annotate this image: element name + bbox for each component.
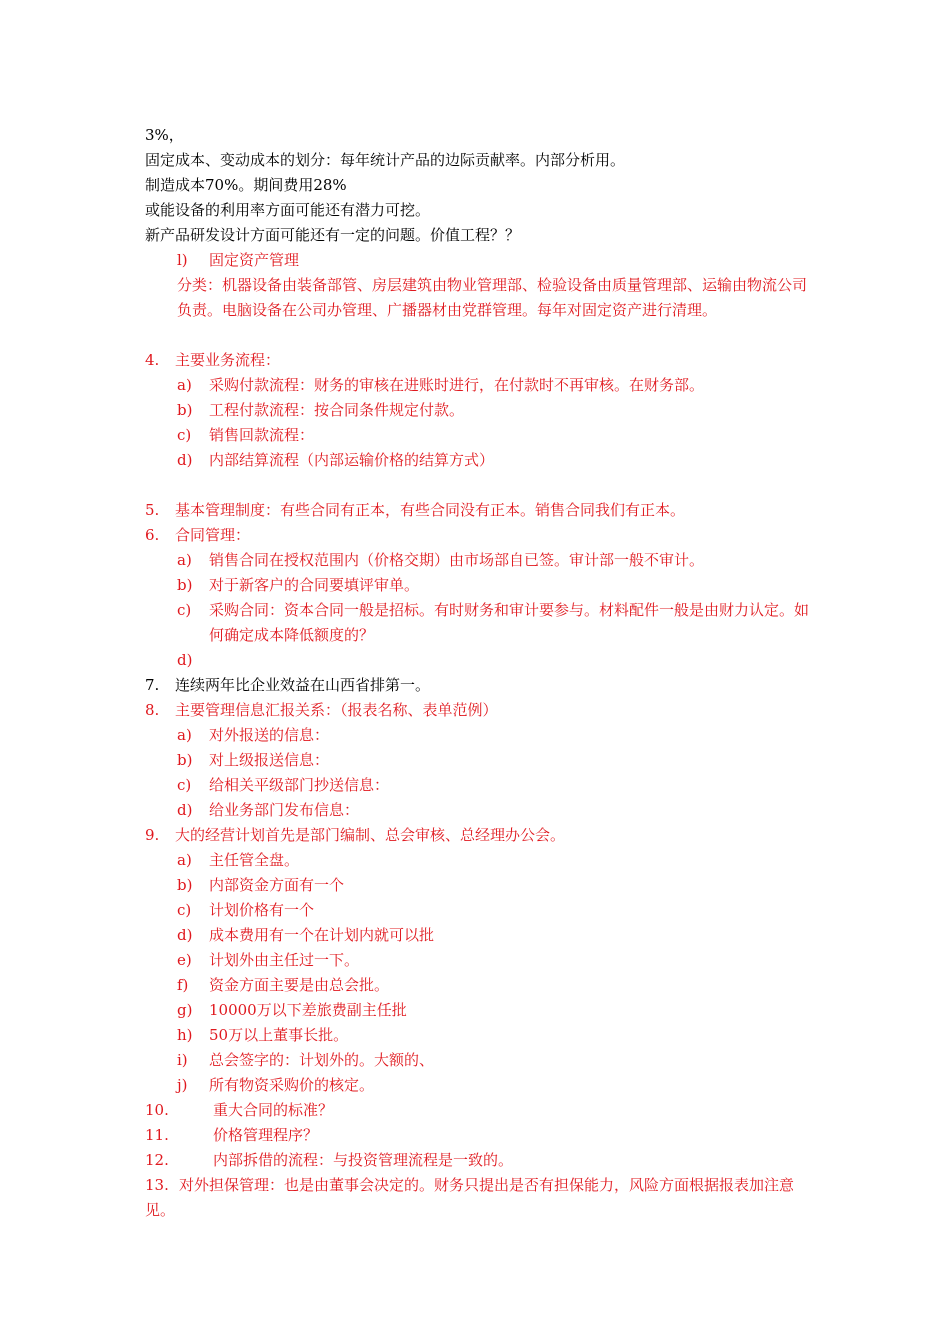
intro-line: 制造成本70%。期间费用28% [145, 176, 347, 194]
list-text: 成本费用有一个在计划内就可以批 [209, 926, 435, 944]
section-title: 内部拆借的流程：与投资管理流程是一致的。 [213, 1151, 514, 1169]
section-4-heading [145, 348, 280, 373]
list-marker: a) [177, 726, 192, 744]
list-text: 采购付款流程：财务的审核在进账时进行，在付款时不再审核。在财务部。 [209, 376, 705, 394]
section-title: 主要管理信息汇报关系：（报表名称、表单范例） [175, 701, 498, 719]
list-text: 给业务部门发布信息： [209, 801, 360, 819]
list-item [177, 573, 419, 598]
section-13-text-wrap [113, 1173, 809, 1223]
list-item [177, 773, 389, 798]
list-text: 给相关平级部门抄送信息： [209, 776, 390, 794]
section-12-heading [145, 1148, 513, 1173]
list-marker: j) [177, 1076, 188, 1094]
section-13-heading [145, 1173, 809, 1223]
section-number: 6. [145, 526, 160, 544]
list-text: 所有物资采购价的核定。 [209, 1076, 375, 1094]
section-title: 大的经营计划首先是部门编制、总会审核、总经理办公会。 [175, 826, 566, 844]
list-marker: c) [177, 776, 192, 794]
list-text: 计划外由主任过一下。 [209, 951, 360, 969]
list-item [177, 973, 389, 998]
list-item [177, 723, 329, 748]
fixed-assets-body: 分类：机器设备由装备部管、房层建筑由物业管理部、检验设备由质量管理部、运输由物流公司负责。电脑设备在公司办管理、广播器材由党群管理。每年对固定资产进行清理。 [177, 276, 808, 319]
section-title: 合同管理： [175, 526, 251, 544]
list-marker: b) [177, 401, 193, 419]
list-marker: c) [177, 601, 192, 619]
list-item [177, 448, 494, 473]
list-marker: b) [177, 576, 193, 594]
list-marker: a) [177, 551, 192, 569]
list-item [177, 423, 314, 448]
list-text: 对外报送的信息： [209, 726, 330, 744]
list-text: 资金方面主要是由总会批。 [209, 976, 390, 994]
list-item [177, 1023, 348, 1048]
list-item [177, 373, 704, 398]
section-number: 10. [145, 1101, 169, 1119]
list-marker: l) [177, 251, 188, 269]
section-number: 11. [145, 1126, 169, 1144]
list-text: 销售回款流程： [209, 426, 315, 444]
section-7-heading [145, 673, 430, 698]
section-5-heading [145, 498, 685, 523]
section-title: 连续两年比企业效益在山西省排第一。 [175, 676, 431, 694]
list-item [177, 648, 209, 673]
list-text: 内部结算流程（内部运输价格的结算方式） [209, 451, 495, 469]
intro-line: 3%， [145, 126, 184, 144]
list-item [177, 898, 314, 923]
list-marker: a) [177, 376, 192, 394]
list-text: 主任管全盘。 [209, 851, 300, 869]
list-item [177, 1048, 434, 1073]
list-item [177, 848, 299, 873]
intro-line: 新产品研发设计方面可能还有一定的问题。价值工程？？ [145, 226, 521, 244]
list-text: 对上级报送信息： [209, 751, 330, 769]
section-title: 重大合同的标准？ [213, 1101, 334, 1119]
section-title: 基本管理制度：有些合同有正本，有些合同没有正本。销售合同我们有正本。 [175, 501, 686, 519]
intro-line: 或能设备的利用率方面可能还有潜力可挖。 [145, 201, 431, 219]
section-number: 7. [145, 676, 160, 694]
intro-line: 固定成本、变动成本的划分：每年统计产品的边际贡献率。内部分析用。 [145, 151, 626, 169]
list-text: 总会签字的：计划外的。大额的、 [209, 1051, 435, 1069]
fixed-assets-title: 固定资产管理 [209, 251, 300, 269]
list-item [177, 548, 704, 573]
fixed-assets-heading [177, 248, 299, 273]
list-item [177, 923, 434, 948]
list-marker: c) [177, 426, 192, 444]
list-item [177, 748, 329, 773]
section-9-heading [145, 823, 565, 848]
section-title: 价格管理程序？ [213, 1126, 319, 1144]
list-marker: g) [177, 1001, 193, 1019]
section-6-heading [145, 523, 250, 548]
list-text: 内部资金方面有一个 [209, 876, 345, 894]
section-10-heading [145, 1098, 333, 1123]
list-marker: f) [177, 976, 189, 994]
section-11-heading [145, 1123, 318, 1148]
list-marker: e) [177, 951, 192, 969]
list-item [177, 998, 407, 1023]
list-text: 工程付款流程：按合同条件规定付款。 [209, 401, 465, 419]
section-number: 9. [145, 826, 160, 844]
section-number: 4. [145, 351, 160, 369]
list-item [177, 598, 809, 648]
list-text: 对于新客户的合同要填评审单。 [209, 576, 420, 594]
section-13-indent [113, 1173, 809, 1223]
section-8-heading [145, 698, 498, 723]
list-marker: d) [177, 926, 193, 944]
section-number: 12. [145, 1151, 169, 1169]
section-number: 13. [145, 1176, 169, 1194]
list-marker: d) [177, 801, 193, 819]
list-marker: b) [177, 876, 193, 894]
section-number: 5. [145, 501, 160, 519]
list-item [177, 948, 359, 973]
list-text: 计划价格有一个 [209, 901, 315, 919]
section-title: 对外担保管理：也是由董事会决定的。财务只提出是否有担保能力，风险方面根据报表加注意见。 [145, 1176, 795, 1219]
list-marker: i) [177, 1051, 188, 1069]
list-text: 销售合同在授权范围内（价格交期）由市场部自已签。审计部一般不审计。 [209, 551, 705, 569]
list-marker: d) [177, 651, 193, 669]
list-marker: a) [177, 851, 192, 869]
list-item [177, 398, 464, 423]
list-marker: h) [177, 1026, 193, 1044]
section-number: 8. [145, 701, 160, 719]
section-title: 主要业务流程： [175, 351, 281, 369]
list-text: 采购合同：资本合同一般是招标。有时财务和审计要参与。材料配件一般是由财力认定。如何确定成本降低额度的？ [209, 601, 810, 644]
list-item [177, 1073, 374, 1098]
list-marker: c) [177, 901, 192, 919]
list-item [177, 798, 359, 823]
list-marker: d) [177, 451, 193, 469]
list-text: 10000万以下差旅费副主任批 [209, 1001, 407, 1019]
list-item [177, 873, 344, 898]
list-text: 50万以上董事长批。 [209, 1026, 349, 1044]
list-marker: b) [177, 751, 193, 769]
